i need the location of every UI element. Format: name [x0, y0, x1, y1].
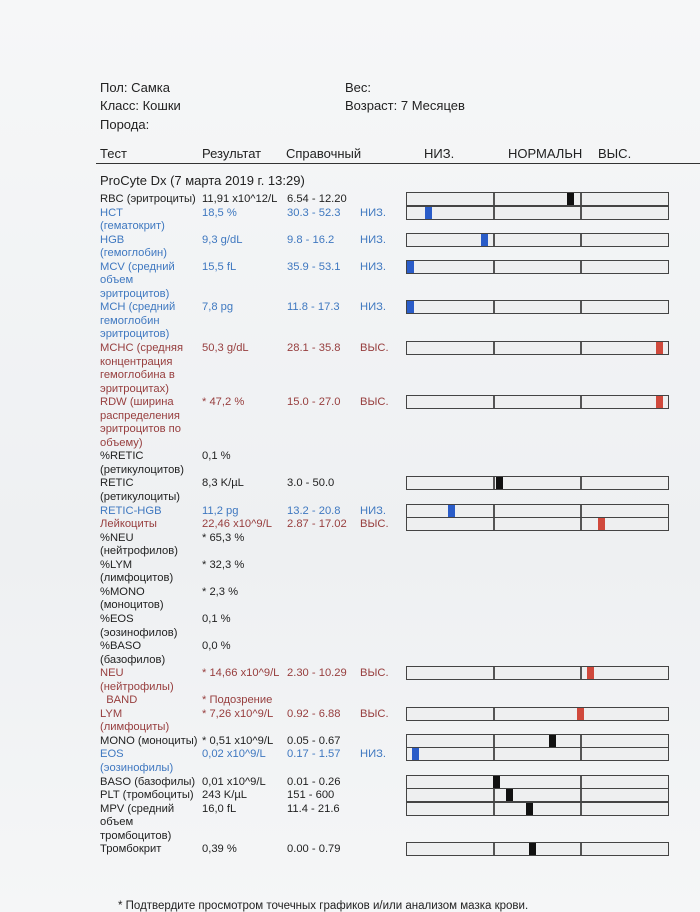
- reference-range: 0.17 - 1.57: [287, 748, 341, 761]
- test-name: HCT: [100, 206, 123, 219]
- range-divider: [493, 708, 495, 720]
- table-row: [100, 234, 700, 261]
- test-name-continued: эритроцитов): [100, 328, 170, 341]
- column-reference: Справочный: [286, 146, 362, 161]
- table-row: [100, 708, 700, 735]
- reference-range: 30.3 - 52.3: [287, 206, 341, 219]
- range-divider: [493, 301, 495, 313]
- range-bar: [406, 788, 669, 802]
- value-marker: [529, 843, 536, 855]
- reference-range: 9.8 - 16.2: [287, 233, 335, 246]
- status-flag: ВЫС.: [360, 342, 389, 355]
- range-divider: [493, 505, 495, 517]
- range-divider: [580, 748, 582, 760]
- table-row: [100, 559, 700, 586]
- test-name-continued: (лимфоцитов): [100, 572, 174, 585]
- range-bar: [406, 842, 669, 856]
- range-divider: [580, 505, 582, 517]
- column-high: ВЫС.: [598, 146, 632, 161]
- value-marker: [493, 776, 500, 788]
- table-row: [100, 613, 700, 640]
- range-bar: [406, 707, 669, 721]
- range-divider: [580, 667, 582, 679]
- test-result: 16,0 fL: [202, 802, 237, 815]
- range-divider: [493, 207, 495, 219]
- test-name-continued: (эозинофилов): [100, 626, 178, 639]
- test-result: * 2,3 %: [202, 585, 239, 598]
- test-name: MONO (моноциты): [100, 734, 198, 747]
- test-name-continued: тромбоцитов): [100, 829, 172, 842]
- reference-range: 0.00 - 0.79: [287, 843, 341, 856]
- value-marker: [598, 518, 605, 530]
- range-divider: [493, 261, 495, 273]
- test-name-continued: эритроцитов по: [100, 423, 181, 436]
- range-divider: [493, 843, 495, 855]
- table-row: [100, 640, 700, 667]
- test-name: PLT (тромбоциты): [100, 789, 194, 802]
- test-result: 9,3 g/dL: [202, 233, 243, 246]
- range-divider: [580, 477, 582, 489]
- range-bar: [406, 192, 669, 206]
- test-result: 11,2 pg: [202, 504, 239, 517]
- range-bar: [406, 206, 669, 220]
- test-result: 0,01 x10^9/L: [202, 775, 266, 788]
- test-name-continued: (ретикулоцитов): [100, 463, 184, 476]
- test-result: 18,5 %: [202, 206, 237, 219]
- range-divider: [580, 261, 582, 273]
- status-flag: НИЗ.: [360, 260, 386, 273]
- test-name-continued: объему): [100, 436, 143, 449]
- table-row: [100, 776, 700, 790]
- test-name: MCHC (средняя: [100, 342, 184, 355]
- test-name-continued: (лимфоциты): [100, 721, 170, 734]
- test-name: %BASO: [100, 640, 142, 653]
- test-name-continued: эритроцитах): [100, 382, 169, 395]
- range-divider: [493, 518, 495, 530]
- test-name: BASO (базофилы): [100, 775, 196, 788]
- status-flag: НИЗ.: [360, 748, 386, 761]
- value-marker: [496, 477, 503, 489]
- table-row: [100, 748, 700, 775]
- value-marker: [577, 708, 584, 720]
- reference-range: 11.4 - 21.6: [287, 802, 340, 815]
- test-name-continued: гемоглобина в: [100, 369, 175, 382]
- range-bar: [406, 476, 669, 490]
- test-name-continued: (нейтрофилов): [100, 545, 178, 558]
- test-result: 243 K/µL: [202, 789, 248, 802]
- value-marker: [481, 234, 488, 246]
- range-bar: [406, 734, 669, 748]
- test-name: %RETIC: [100, 450, 144, 463]
- range-divider: [580, 789, 582, 801]
- value-marker: [567, 193, 574, 205]
- test-result: 0,39 %: [202, 843, 237, 856]
- table-row: [100, 586, 700, 613]
- table-row: [100, 843, 700, 857]
- range-bar: [406, 666, 669, 680]
- table-row: [100, 301, 700, 342]
- test-name: %NEU: [100, 531, 134, 544]
- test-result: * 0,51 x10^9/L: [202, 734, 274, 747]
- test-name: RDW (ширина: [100, 396, 174, 409]
- table-row: [100, 667, 700, 694]
- range-divider: [580, 518, 582, 530]
- test-result: 50,3 g/dL: [202, 342, 249, 355]
- table-row: [100, 803, 700, 844]
- status-flag: ВЫС.: [360, 707, 389, 720]
- test-result: 0,1 %: [202, 612, 231, 625]
- reference-range: 6.54 - 12.20: [287, 193, 347, 205]
- patient-weight: Вес:: [345, 80, 372, 95]
- table-row: [100, 450, 700, 477]
- range-divider: [580, 396, 582, 408]
- patient-sex: Пол: Самка: [100, 80, 171, 95]
- value-marker: [412, 748, 419, 760]
- range-divider: [493, 735, 495, 747]
- table-row: [100, 396, 700, 450]
- test-name-continued: объем: [100, 816, 134, 829]
- status-flag: ВЫС.: [360, 667, 389, 680]
- range-bar: [406, 395, 669, 409]
- test-result: 0,02 x10^9/L: [202, 748, 266, 761]
- table-row: [100, 735, 700, 749]
- range-bar: [406, 300, 669, 314]
- range-divider: [580, 735, 582, 747]
- test-name-continued: гемоглобин: [100, 314, 160, 327]
- test-name: RBC (эритроциты): [100, 193, 196, 205]
- status-flag: НИЗ.: [360, 504, 386, 517]
- range-divider: [493, 342, 495, 354]
- test-name-continued: (ретикулоциты): [100, 491, 180, 504]
- range-divider: [580, 803, 582, 815]
- test-name-continued: (базофилов): [100, 653, 166, 666]
- reference-range: 13.2 - 20.8: [287, 504, 341, 517]
- test-name: EOS: [100, 748, 124, 761]
- range-divider: [580, 776, 582, 788]
- test-result: * 65,3 %: [202, 531, 245, 544]
- range-bar: [406, 260, 669, 274]
- reference-range: 2.87 - 17.02: [287, 518, 347, 531]
- range-divider: [493, 667, 495, 679]
- reference-range: 2.30 - 10.29: [287, 667, 347, 680]
- table-row: [100, 532, 700, 559]
- reference-range: 0.92 - 6.88: [287, 707, 341, 720]
- test-result: 8,3 K/µL: [202, 477, 244, 490]
- range-bar: [406, 233, 669, 247]
- range-divider: [580, 193, 582, 205]
- table-row: [100, 261, 700, 302]
- test-result: * 32,3 %: [202, 558, 245, 571]
- table-row: [100, 477, 700, 504]
- reference-range: 151 - 600: [287, 789, 335, 802]
- test-name: RETIC-HGB: [100, 504, 162, 517]
- range-divider: [580, 301, 582, 313]
- test-result: 22,46 x10^9/L: [202, 518, 272, 531]
- patient-breed: Порода:: [100, 117, 150, 132]
- range-divider: [580, 843, 582, 855]
- range-divider: [493, 789, 495, 801]
- status-flag: ВЫС.: [360, 518, 389, 531]
- reference-range: 11.8 - 17.3: [287, 301, 340, 314]
- test-name-continued: (моноцитов): [100, 599, 164, 612]
- range-divider: [493, 193, 495, 205]
- table-row: [100, 193, 700, 207]
- reference-range: 28.1 - 35.8: [287, 342, 341, 355]
- patient-age: Возраст: 7 Месяцев: [345, 98, 465, 113]
- column-test: Тест: [100, 146, 127, 161]
- value-marker: [526, 803, 533, 815]
- range-divider: [493, 396, 495, 408]
- value-marker: [407, 261, 414, 273]
- value-marker: [506, 789, 513, 801]
- status-flag: ВЫС.: [360, 396, 389, 409]
- test-name-continued: (гемоглобин): [100, 247, 167, 260]
- reference-range: 15.0 - 27.0: [287, 396, 341, 409]
- reference-range: 3.0 - 50.0: [287, 477, 335, 490]
- range-bar: [406, 341, 669, 355]
- test-name: %MONO: [100, 585, 145, 598]
- test-name: %LYM: [100, 558, 133, 571]
- test-name-continued: (эозинофилы): [100, 761, 174, 774]
- range-divider: [580, 342, 582, 354]
- value-marker: [425, 207, 432, 219]
- table-row: [100, 342, 700, 396]
- range-bar: [406, 504, 669, 518]
- test-name-continued: концентрация: [100, 355, 173, 368]
- range-divider: [580, 207, 582, 219]
- test-name: %EOS: [100, 612, 134, 625]
- status-flag: НИЗ.: [360, 206, 386, 219]
- value-marker: [448, 505, 455, 517]
- test-result: * 47,2 %: [202, 396, 245, 409]
- value-marker: [587, 667, 594, 679]
- test-name-continued: (гематокрит): [100, 220, 165, 233]
- test-name: MCV (средний: [100, 260, 175, 273]
- test-name: HGB: [100, 233, 125, 246]
- results-table: [100, 193, 700, 857]
- test-name: MCH (средний: [100, 301, 176, 314]
- range-divider: [493, 477, 495, 489]
- test-name: Лейкоциты: [100, 518, 157, 531]
- column-low: НИЗ.: [424, 146, 455, 161]
- reference-range: 35.9 - 53.1: [287, 260, 341, 273]
- range-divider: [493, 748, 495, 760]
- test-result: 15,5 fL: [202, 260, 237, 273]
- table-row: [100, 789, 700, 803]
- test-name-continued: эритроцитов): [100, 287, 170, 300]
- range-divider: [580, 234, 582, 246]
- test-name-continued: распределения: [100, 409, 180, 422]
- test-result: 7,8 pg: [202, 301, 234, 314]
- test-name: MPV (средний: [100, 802, 175, 815]
- test-result: * Подозрение: [202, 694, 273, 707]
- reference-range: 0.05 - 0.67: [287, 734, 341, 747]
- value-marker: [549, 735, 556, 747]
- table-row: [100, 505, 700, 519]
- value-marker: [656, 396, 663, 408]
- patient-class: Класс: Кошки: [100, 98, 181, 113]
- test-result: 0,0 %: [202, 640, 231, 653]
- value-marker: [407, 301, 414, 313]
- test-name-continued: (нейтрофилы): [100, 680, 174, 693]
- range-divider: [493, 234, 495, 246]
- range-bar: [406, 775, 669, 789]
- test-name: LYM: [100, 707, 123, 720]
- test-name-continued: объем: [100, 274, 134, 287]
- value-marker: [656, 342, 663, 354]
- table-row: [100, 207, 700, 234]
- test-name: BAND: [100, 694, 138, 707]
- test-result: * 14,66 x10^9/L: [202, 667, 280, 680]
- range-divider: [493, 803, 495, 815]
- test-name: NEU: [100, 667, 124, 680]
- column-result: Результат: [202, 146, 262, 161]
- section-title: ProCyte Dx (7 марта 2019 г. 13:29): [100, 173, 305, 188]
- reference-range: 0.01 - 0.26: [287, 775, 341, 788]
- status-flag: НИЗ.: [360, 233, 386, 246]
- test-result: 0,1 %: [202, 450, 231, 463]
- range-bar: [406, 747, 669, 761]
- test-result: * 7,26 x10^9/L: [202, 707, 274, 720]
- table-row: [100, 694, 700, 708]
- range-bar: [406, 802, 669, 816]
- test-name: Тромбокрит: [100, 843, 162, 856]
- table-row: [100, 518, 700, 532]
- test-result: 11,91 x10^12/L: [202, 193, 278, 205]
- column-normal: НОРМАЛЬН: [508, 146, 583, 161]
- range-bar: [406, 517, 669, 531]
- status-flag: НИЗ.: [360, 301, 386, 314]
- footnote: * Подтвердите просмотром точечных графиков и/или анализом мазка крови.: [118, 900, 529, 912]
- test-name: RETIC: [100, 477, 134, 490]
- header-divider: [96, 163, 700, 164]
